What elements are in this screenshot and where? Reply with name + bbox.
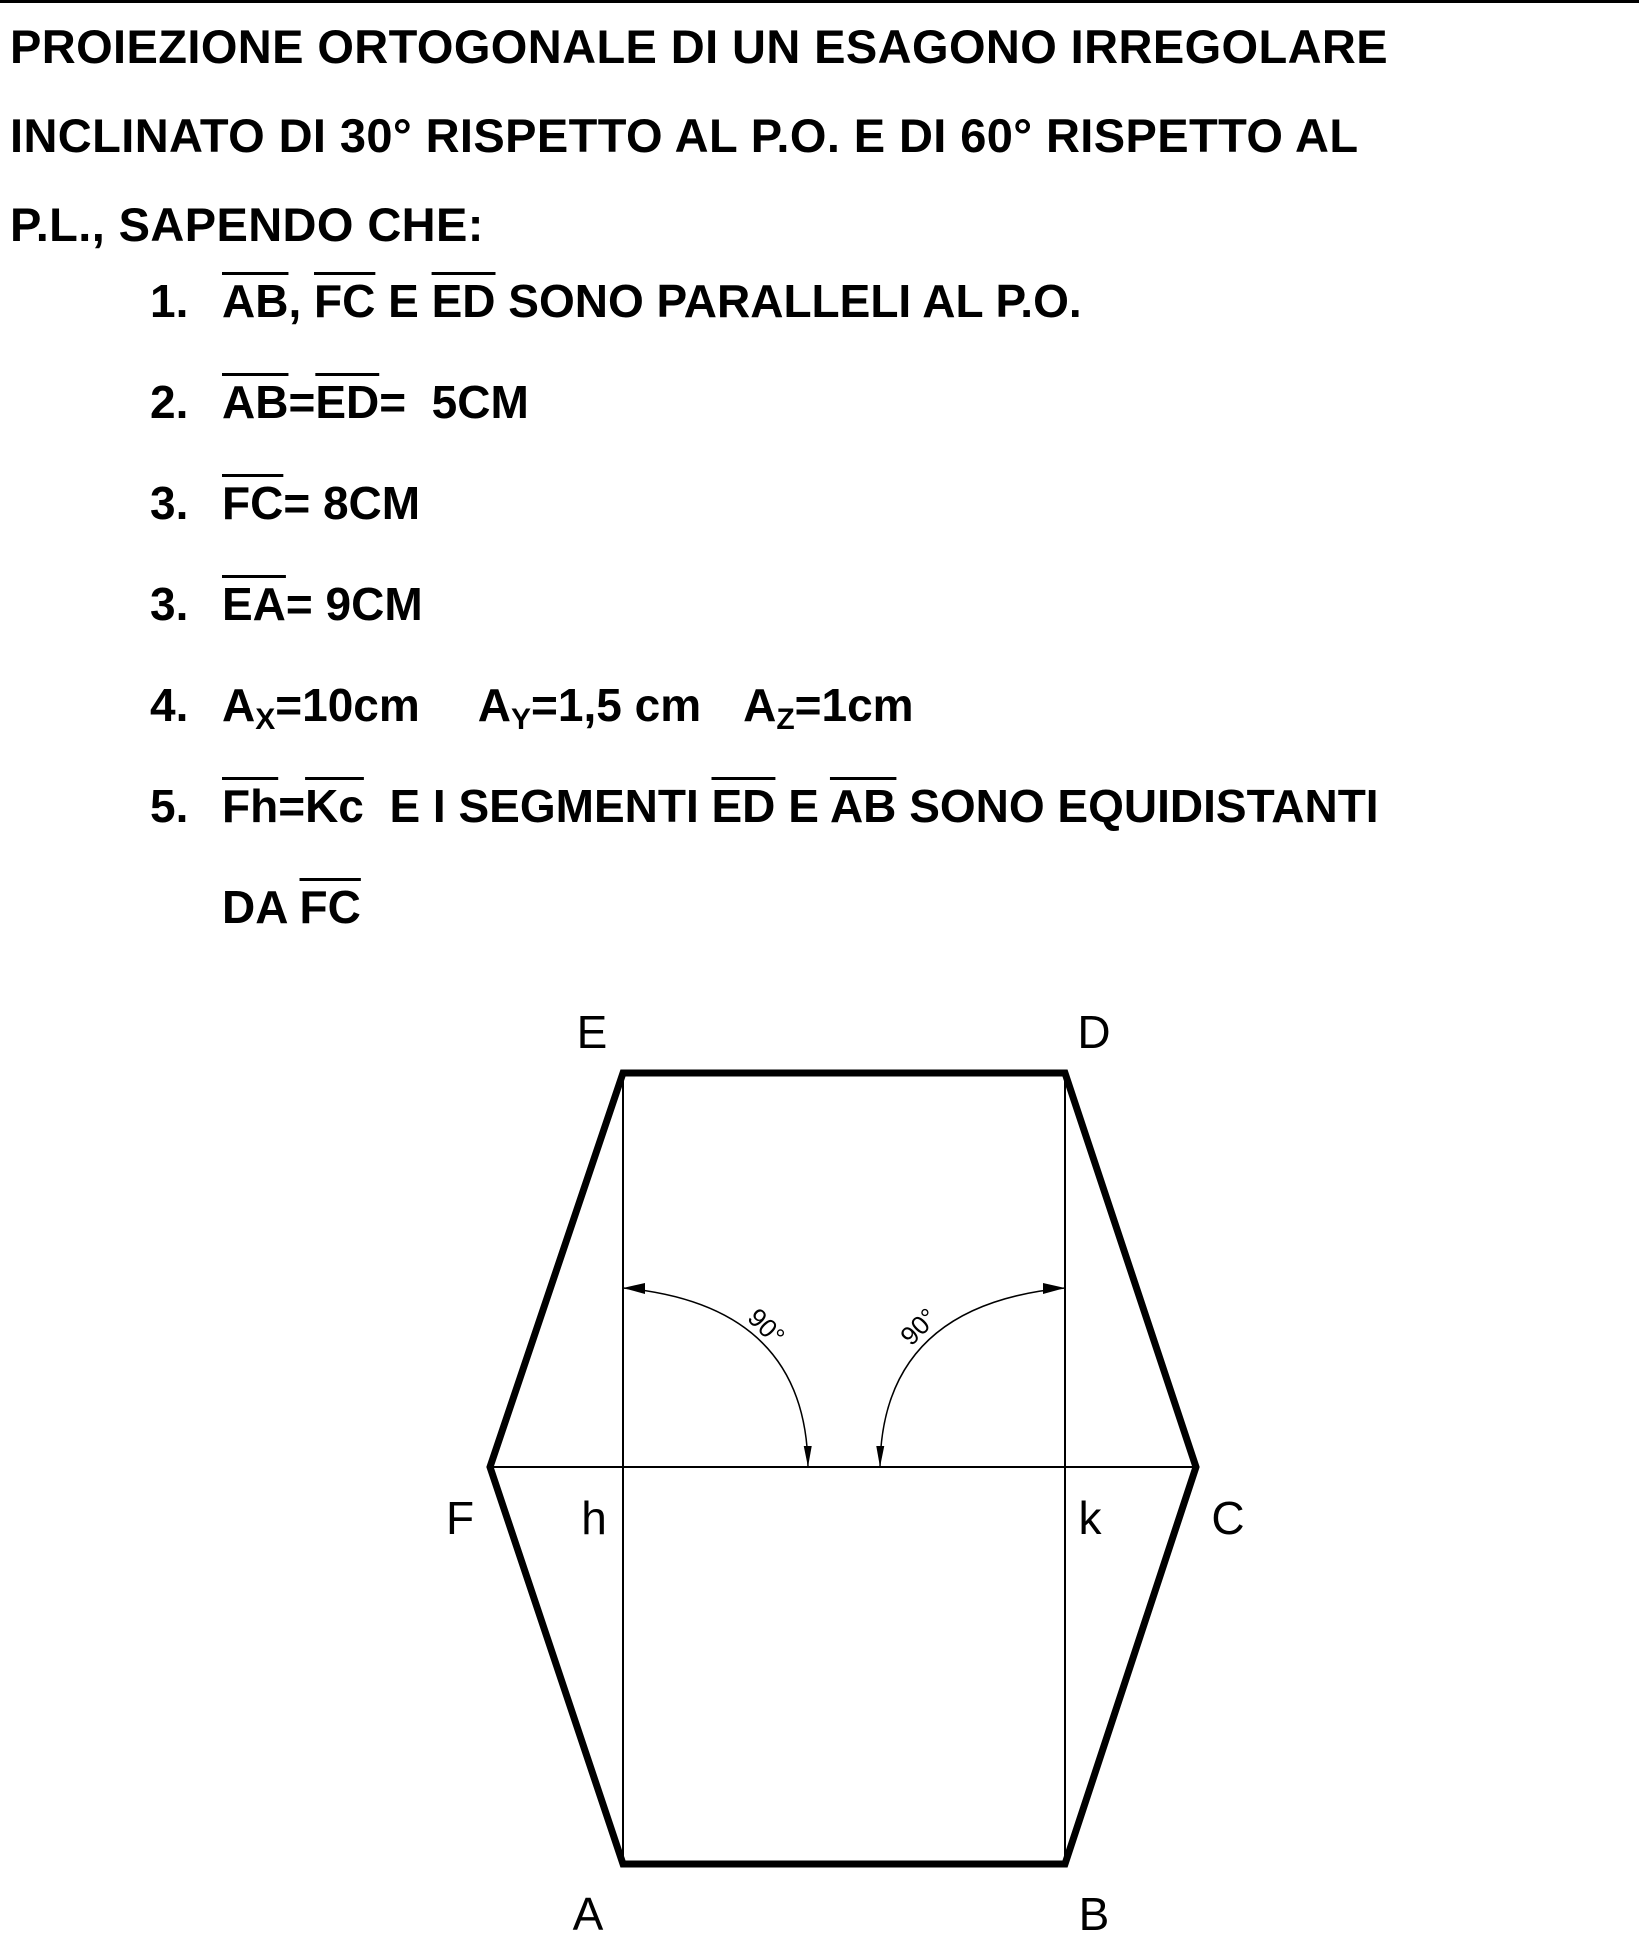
condition-number: 1. — [150, 275, 189, 327]
vertex-label-c: C — [1211, 1492, 1245, 1544]
coord-ax-letter: A — [222, 679, 256, 731]
vertex-label-k: k — [1078, 1492, 1102, 1544]
condition-number: 2. — [150, 376, 189, 428]
exercise-title — [10, 2, 1620, 269]
coord-az-sub: Z — [776, 703, 795, 736]
angle-arc-left — [623, 1288, 808, 1467]
hexagon-outline — [490, 1073, 1196, 1864]
condition-3b — [150, 558, 1379, 659]
title-line-3: P.L., SAPENDO CHE: — [10, 198, 484, 251]
coord-ax-value: =10cm — [275, 679, 420, 731]
vertex-label-e: E — [576, 1006, 608, 1058]
condition-number: 3. — [150, 477, 189, 529]
coord-ay-letter: A — [477, 679, 511, 731]
condition-number: 4. — [150, 679, 189, 731]
segment-fc: $\overline{FC}$ — [314, 275, 376, 327]
segment-ab: $\overline{AB}$ — [222, 376, 289, 428]
vertex-label-b: B — [1078, 1888, 1110, 1940]
segment-ab: $\overline{AB}$ — [222, 275, 289, 327]
segment-ed: $\overline{ED}$ — [431, 275, 496, 327]
condition-3 — [150, 457, 1379, 558]
segment-ed: $\overline{ED}$ — [315, 376, 380, 428]
conjunction: E — [388, 275, 419, 327]
coord-az-value: =1cm — [794, 679, 914, 731]
coord-az-letter: A — [743, 679, 777, 731]
angle-label-right: 90° — [894, 1302, 944, 1352]
condition-text: = 9CM — [285, 578, 423, 630]
segment-fh: $\overline{Fh}$ — [222, 780, 279, 832]
condition-text: SONO EQUIDISTANTI — [909, 780, 1379, 832]
hexagon-diagram — [0, 960, 1639, 1946]
vertex-label-d: D — [1077, 1006, 1111, 1058]
condition-5-continuation — [150, 861, 1379, 962]
title-line-1: PROIEZIONE ORTOGONALE DI UN ESAGONO IRREGOLARE — [10, 20, 1389, 73]
vertex-label-f: F — [445, 1492, 475, 1544]
conjunction: E — [788, 780, 819, 832]
angle-label-left: 90° — [741, 1302, 791, 1352]
title-line-2: INCLINATO DI 30° RISPETTO AL P.O. E DI 60° RISPETTO AL — [10, 109, 1359, 162]
comma: , — [288, 275, 302, 327]
arrowhead-right-start — [1043, 1283, 1065, 1294]
vertex-label-a: A — [572, 1888, 604, 1940]
vertex-label-h: h — [581, 1492, 607, 1544]
coord-ay-value: =1,5 cm — [531, 679, 702, 731]
condition-text: E I SEGMENTI — [389, 780, 699, 832]
equals-sign: = — [278, 780, 306, 832]
segment-ab: $\overline{AB}$ — [829, 780, 897, 832]
condition-4 — [150, 659, 1379, 760]
coord-ay-sub: Y — [511, 703, 532, 736]
segment-fc: $\overline{FC}$ — [299, 881, 361, 933]
segment-fc: $\overline{FC}$ — [222, 477, 284, 529]
arrowhead-left-start — [623, 1283, 645, 1294]
condition-text: = 8CM — [283, 477, 421, 529]
equals-sign: = — [288, 376, 316, 428]
conditions-list — [150, 255, 1379, 962]
condition-text: = 5CM — [379, 376, 529, 428]
condition-number: 3. — [150, 578, 189, 630]
coord-ax-sub: X — [255, 703, 276, 736]
condition-5 — [150, 760, 1379, 861]
condition-1 — [150, 255, 1379, 356]
segment-ed: $\overline{ED}$ — [711, 780, 776, 832]
condition-number: 5. — [150, 780, 189, 832]
condition-text: DA — [222, 881, 287, 933]
condition-2 — [150, 356, 1379, 457]
segment-kc: $\overline{Kc}$ — [305, 780, 364, 832]
condition-text: SONO PARALLELI AL P.O. — [508, 275, 1082, 327]
segment-ea: $\overline{EA}$ — [222, 578, 286, 630]
angle-arc-right — [880, 1288, 1065, 1467]
